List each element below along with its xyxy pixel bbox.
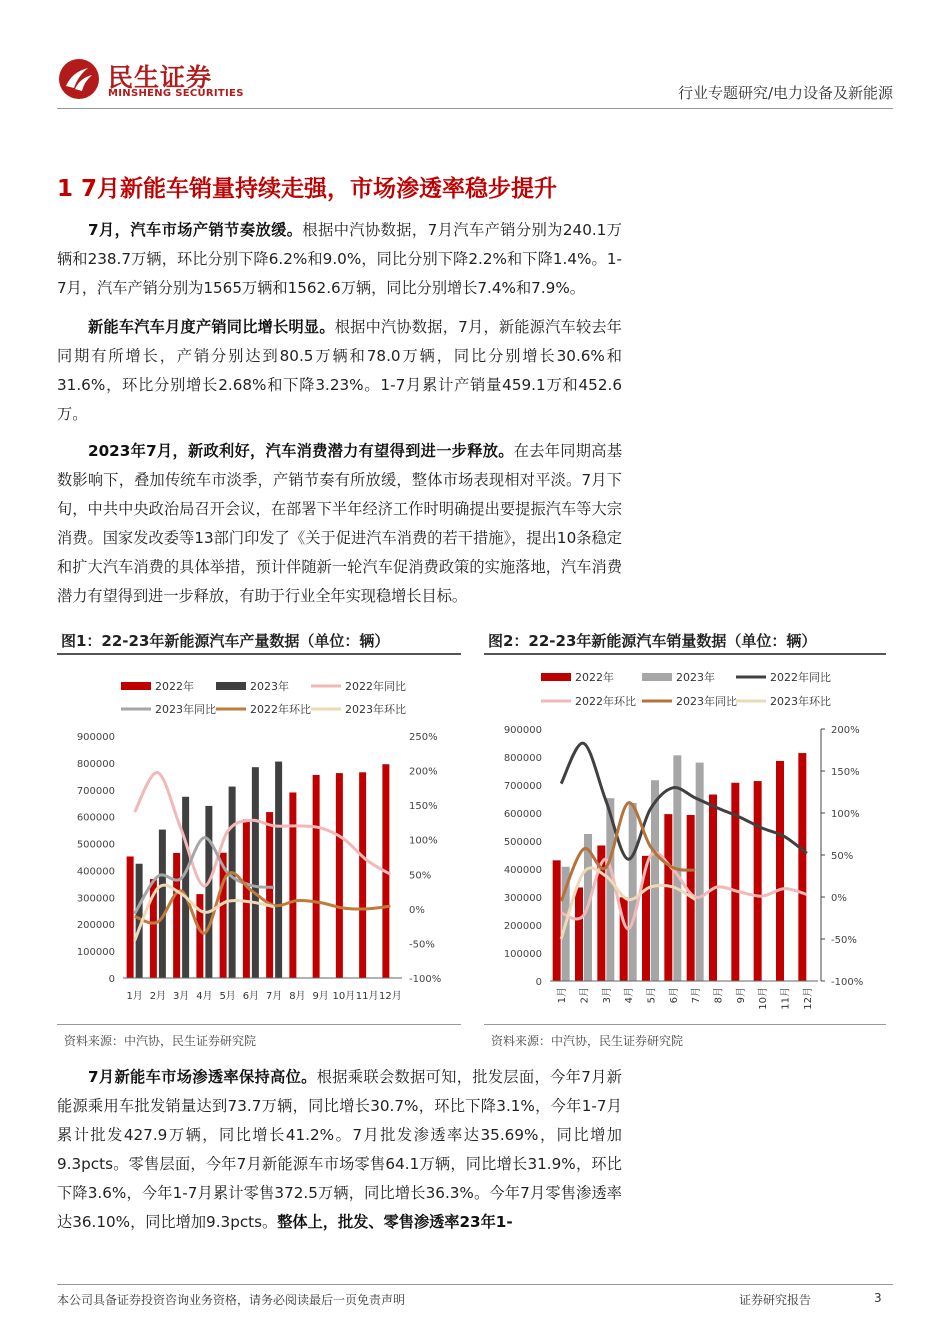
paragraph-tail: 整体上，批发、零售渗透率23年1- — [277, 1213, 513, 1231]
sales-chart — [484, 656, 886, 1020]
x-tick-label: 6月 — [242, 991, 260, 1002]
paragraph-3 — [57, 437, 622, 611]
footer-disclaimer: 本公司具备证券投资咨询业务资格，请务必阅读最后一页免责声明 — [57, 1293, 406, 1307]
y2-tick-label: 250% — [409, 732, 438, 743]
bar — [553, 860, 561, 981]
bar — [696, 763, 704, 981]
logo-cn-text: 民生证券 — [108, 63, 213, 92]
paragraph-1 — [57, 216, 622, 303]
legend-label: 2023年环比 — [770, 695, 831, 708]
paragraph-lead: 新能车汽车月度产销同比增长明显。 — [88, 318, 335, 336]
x-tick-label: 11月 — [780, 987, 792, 1010]
logo — [58, 58, 258, 102]
y-tick-label: 0 — [535, 977, 542, 988]
legend-label: 2023年同比 — [676, 695, 737, 708]
production-chart — [57, 656, 461, 1020]
y2-tick-label: -50% — [831, 935, 857, 946]
y-tick-label: 200000 — [503, 921, 542, 932]
bar — [798, 753, 806, 981]
bar — [229, 787, 236, 978]
x-tick-label: 12月 — [379, 991, 402, 1002]
bar — [127, 856, 134, 978]
bar — [252, 767, 259, 978]
bar — [359, 772, 366, 978]
x-tick-label: 8月 — [289, 991, 306, 1002]
y2-tick-label: 0% — [409, 904, 425, 916]
legend-label: 2022年环比 — [575, 695, 636, 708]
bar — [275, 762, 282, 978]
x-tick-label: 7月 — [691, 987, 703, 1004]
legend-label: 2022年环比 — [250, 703, 311, 716]
y-tick-label: 800000 — [76, 758, 115, 770]
legend-swatch — [121, 682, 151, 690]
y-tick-label: 0 — [108, 974, 115, 985]
logo-en-text: MINSHENG SECURITIES — [108, 88, 244, 99]
bar — [173, 853, 180, 978]
x-tick-label: 2月 — [149, 991, 167, 1002]
y2-tick-label: -100% — [831, 977, 864, 988]
paragraph-lead: 7月，汽车市场产销节奏放缓。 — [88, 221, 303, 239]
x-tick-label: 3月 — [601, 987, 613, 1004]
bar — [629, 803, 637, 981]
bar — [651, 780, 659, 981]
y-tick-label: 600000 — [503, 809, 542, 820]
y-tick-label: 400000 — [503, 865, 542, 876]
y2-tick-label: 150% — [409, 801, 438, 813]
figure-2-source: 资料来源：中汽协，民生证券研究院 — [491, 1034, 684, 1048]
paragraph-text: 根据中汽协数据，7月，新能源汽车较去年同期有所增长，产销分别达到80.5万辆和78.0万辆，同比分别增长30.6%和31.6%，环比分别增长2.68%和下降3.23%。1-7月累计产销量459.1万和452.6万。 — [57, 318, 622, 423]
y2-tick-label: 50% — [409, 870, 432, 882]
figure-2-title-rule — [484, 653, 886, 655]
x-tick-label: 4月 — [624, 987, 636, 1004]
header-divider — [57, 108, 893, 109]
bar — [289, 792, 296, 978]
legend-label: 2023年 — [676, 671, 715, 684]
figure-1-source-rule — [57, 1024, 461, 1025]
x-tick-label: 10月 — [758, 987, 770, 1010]
x-tick-label: 4月 — [196, 991, 213, 1002]
footer-report-type: 证券研究报告 — [739, 1293, 812, 1307]
y2-tick-label: 200% — [831, 725, 860, 736]
x-tick-label: 7月 — [265, 991, 283, 1002]
legend-label: 2022年同比 — [770, 671, 831, 684]
y-tick-label: 900000 — [503, 725, 542, 736]
legend-label: 2022年同比 — [345, 680, 406, 693]
y-tick-label: 600000 — [76, 812, 115, 824]
figure-1-source: 资料来源：中汽协，民生证券研究院 — [64, 1034, 257, 1048]
y-tick-label: 700000 — [503, 781, 542, 792]
series-line — [561, 743, 807, 859]
y2-tick-label: -50% — [409, 939, 435, 951]
bar — [182, 797, 189, 978]
y-tick-label: 300000 — [503, 893, 542, 904]
y-tick-label: 100000 — [503, 949, 542, 960]
series-line — [135, 772, 391, 886]
paragraph-text: 在去年同期高基数影响下，叠加传统车市淡季，产销节奏有所放缓，整体市场表现相对平淡。7月下旬，中共中央政治局召开会议，在部署下半年经济工作时明确提出要提振汽车等大宗消费。国家发改委等13部门印发了《关于促进汽车消费的若干措施》，提出10条稳定和扩大汽车消费的具体举措，预计伴随新一轮汽车促消费政策的实施落地，汽车消费潜力有望得到进一步释放，有助于行业全年实现稳增长目标。 — [57, 442, 623, 605]
footer-divider — [57, 1284, 893, 1285]
section-title: 1 7月新能车销量持续走强，市场渗透率稳步提升 — [57, 176, 558, 202]
y2-tick-label: -100% — [409, 974, 442, 985]
y2-tick-label: 0% — [831, 893, 847, 904]
x-tick-label: 8月 — [713, 987, 725, 1004]
legend-swatch — [642, 673, 672, 681]
x-tick-label: 1月 — [557, 987, 569, 1004]
report-category: 行业专题研究/电力设备及新能源 — [677, 84, 893, 102]
figure-1-title: 图1：22-23年新能源汽车产量数据（单位：辆） — [61, 632, 390, 650]
y-tick-label: 900000 — [76, 732, 115, 743]
paragraph-4 — [57, 1063, 622, 1237]
bar — [754, 781, 762, 981]
x-tick-label: 5月 — [219, 991, 236, 1002]
y-tick-label: 200000 — [76, 920, 115, 932]
x-tick-label: 11月 — [355, 991, 379, 1002]
x-tick-label: 12月 — [802, 987, 814, 1010]
bar — [205, 806, 212, 978]
y2-tick-label: 50% — [831, 851, 854, 862]
y-tick-label: 500000 — [76, 839, 115, 851]
y2-tick-label: 150% — [831, 767, 860, 778]
bar — [266, 812, 273, 978]
y-tick-label: 400000 — [76, 866, 115, 878]
y2-tick-label: 100% — [831, 809, 860, 820]
y-tick-label: 500000 — [503, 837, 542, 848]
y2-tick-label: 200% — [409, 766, 438, 778]
paragraph-2 — [57, 313, 622, 429]
legend-swatch — [216, 682, 246, 690]
x-tick-label: 2月 — [579, 987, 591, 1004]
legend-label: 2023年同比 — [155, 703, 216, 716]
legend-label: 2023年 — [250, 680, 289, 693]
paragraph-lead: 7月新能车市场渗透率保持高位。 — [88, 1068, 317, 1086]
y-tick-label: 800000 — [503, 753, 542, 764]
figure-2-source-rule — [484, 1024, 886, 1025]
paragraph-text: 根据中汽协数据，7月汽车产销分别为240.1万辆和238.7万辆，环比分别下降6.2%和9.0%，同比分别下降2.2%和下降1.4%。1-7月，汽车产销分别为1565万辆和1562.6万辆，同比分别增长7.4%和7.9%。 — [57, 221, 622, 297]
bar — [243, 819, 250, 978]
x-tick-label: 9月 — [735, 987, 747, 1004]
bar — [664, 814, 672, 981]
figure-2-title: 图2：22-23年新能源汽车销量数据（单位：辆） — [488, 632, 817, 650]
minsheng-logo-icon — [58, 58, 100, 100]
x-tick-label: 6月 — [668, 987, 680, 1004]
paragraph-text: 根据乘联会数据可知，批发层面，今年7月新能源乘用车批发销量达到73.7万辆，同比增长30.7%，环比下降3.1%，今年1-7月累计批发427.9万辆，同比增长41.2%。7月批发渗透率达35.69%，同比增加9.3pcts。零售层面，今年7月新能源车市场零售64.1万辆，同比增长31.9%，环比下降3.6%，今年1-7月累计零售372.5万辆，同比增长36.3%。今年7月零售渗透率达36.10%，同比增加9.3pcts。 — [57, 1068, 622, 1231]
bar — [313, 775, 320, 978]
legend-label: 2023年环比 — [345, 703, 406, 716]
legend-label: 2022年 — [575, 671, 614, 684]
y-tick-label: 100000 — [76, 947, 115, 959]
x-tick-label: 5月 — [646, 987, 658, 1004]
bar — [336, 773, 343, 978]
page-number: 3 — [874, 1291, 882, 1305]
figure-1-title-rule — [57, 653, 461, 655]
legend-swatch — [541, 673, 571, 681]
bar — [159, 830, 166, 978]
x-tick-label: 3月 — [172, 991, 190, 1002]
y-tick-label: 300000 — [76, 893, 115, 905]
paragraph-lead: 2023年7月，新政利好，汽车消费潜力有望得到进一步释放。 — [88, 442, 514, 460]
y-tick-label: 700000 — [76, 785, 115, 797]
bar — [776, 761, 784, 981]
x-tick-label: 9月 — [312, 991, 329, 1002]
legend-label: 2022年 — [155, 680, 194, 693]
y2-tick-label: 100% — [409, 835, 438, 847]
x-tick-label: 1月 — [126, 991, 143, 1002]
bar — [575, 887, 583, 981]
x-tick-label: 10月 — [332, 991, 356, 1002]
